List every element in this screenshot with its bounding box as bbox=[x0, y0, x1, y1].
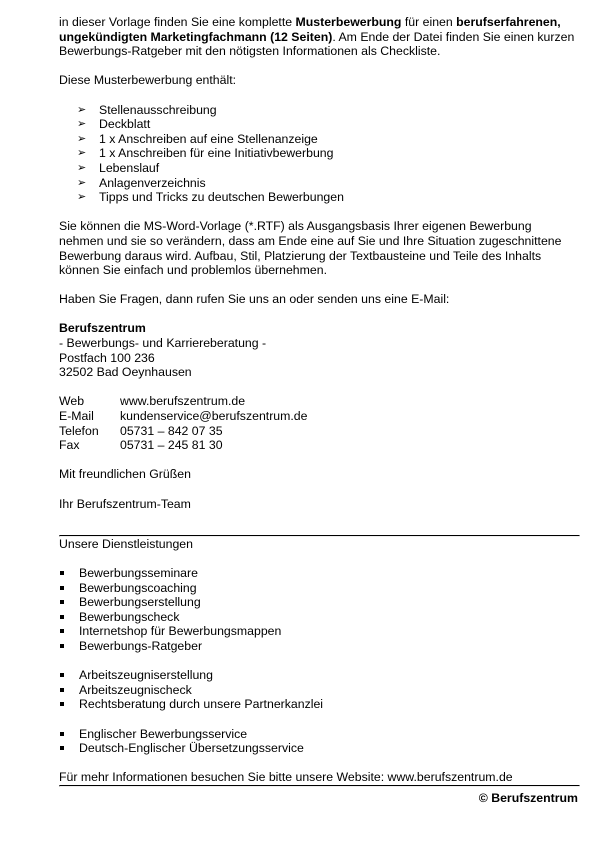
contact-label: Fax bbox=[59, 438, 80, 453]
questions-paragraph: Haben Sie Fragen, dann rufen Sie uns an oder senden uns eine E-Mail: bbox=[59, 292, 450, 307]
document-page bbox=[59, 0, 579, 805]
contact-block bbox=[59, 394, 579, 452]
fax-value: 05731 – 245 81 30 bbox=[120, 438, 223, 453]
contents-list bbox=[59, 103, 579, 205]
contact-label: Web bbox=[59, 394, 85, 409]
email-link[interactable]: kundenservice@berufszentrum.de bbox=[120, 409, 308, 424]
contact-row-email bbox=[59, 409, 579, 424]
intro-bold-2: berufserfahrenen, ungekündigten Marketingfachmann (12 Seiten) bbox=[59, 15, 561, 44]
square-bullet-icon bbox=[60, 673, 64, 677]
list-item: ➢ Anlagenverzeichnis bbox=[77, 175, 206, 190]
address-line: Postfach 100 236 bbox=[59, 350, 155, 365]
contact-row-fax bbox=[59, 438, 579, 453]
list-item: ➢ 1 x Anschreiben für eine Initiativbewerbung bbox=[77, 146, 334, 161]
square-bullet-icon bbox=[60, 702, 64, 706]
list-item: ➢ Tipps und Tricks zu deutschen Bewerbungen bbox=[77, 190, 344, 205]
services-list-3 bbox=[59, 727, 579, 756]
more-info-text: Für mehr Informationen besuchen Sie bitte unsere Website: www.berufszentrum.de bbox=[59, 770, 513, 785]
list-item: Bewerbungscheck bbox=[59, 610, 579, 625]
intro-paragraph bbox=[59, 15, 579, 59]
list-item: Arbeitszeugnischeck bbox=[59, 683, 579, 698]
intro-bold-1: Musterbewerbung bbox=[295, 15, 402, 29]
usage-paragraph: Sie können die MS-Word-Vorlage (*.RTF) als Ausgangsbasis Ihrer eigenen Bewerbung nehmen und sie so verändern, dass am Ende eine auf Sie und Ihre Situation zugeschnittene Bewerbung daraus wird. Aufbau, Stil, Platzierung der Textbausteine und Teile des Inhalts können Sie einfach und problemlos übernehmen. bbox=[59, 219, 562, 278]
list-item: Arbeitszeugniserstellung bbox=[59, 668, 579, 683]
square-bullet-icon bbox=[60, 586, 64, 590]
contact-row-phone bbox=[59, 424, 579, 439]
list-item: Bewerbungscoaching bbox=[59, 581, 579, 596]
list-item: Deutsch-Englischer Übersetzungsservice bbox=[59, 741, 579, 756]
web-link[interactable]: www.berufszentrum.de bbox=[120, 394, 246, 409]
arrow-bullet-icon: ➢ bbox=[77, 103, 87, 116]
contents-heading: Diese Musterbewerbung enthält: bbox=[59, 73, 237, 88]
list-item: Englischer Bewerbungsservice bbox=[59, 727, 579, 742]
services-heading: Unsere Dienstleistungen bbox=[59, 536, 193, 551]
square-bullet-icon bbox=[60, 571, 64, 575]
list-item: Bewerbungs-Ratgeber bbox=[59, 639, 579, 654]
list-item: Bewerbungserstellung bbox=[59, 595, 579, 610]
services-list-2 bbox=[59, 668, 579, 712]
arrow-bullet-icon: ➢ bbox=[77, 132, 87, 145]
list-item: ➢ Lebenslauf bbox=[77, 160, 160, 175]
arrow-bullet-icon: ➢ bbox=[77, 147, 87, 160]
contact-row-web bbox=[59, 394, 579, 409]
intro-text-2: für einen bbox=[401, 15, 457, 29]
contact-label: E-Mail bbox=[59, 409, 94, 424]
services-list-1 bbox=[59, 566, 579, 654]
square-bullet-icon bbox=[60, 688, 64, 692]
list-item: Bewerbungsseminare bbox=[59, 566, 579, 581]
signature-text: Ihr Berufszentrum-Team bbox=[59, 496, 191, 511]
contact-label: Telefon bbox=[59, 423, 99, 438]
list-item: Internetshop für Bewerbungsmappen bbox=[59, 624, 579, 639]
address-block bbox=[59, 321, 579, 379]
list-item: ➢ 1 x Anschreiben auf eine Stellenanzeige bbox=[77, 131, 318, 146]
list-item: Rechtsberatung durch unsere Partnerkanzlei bbox=[59, 697, 579, 712]
address-line: 32502 Bad Oeynhausen bbox=[59, 365, 192, 380]
square-bullet-icon bbox=[60, 629, 64, 633]
closing-text: Mit freundlichen Grüßen bbox=[59, 467, 191, 482]
arrow-bullet-icon: ➢ bbox=[77, 161, 87, 174]
arrow-bullet-icon: ➢ bbox=[77, 118, 87, 131]
arrow-bullet-icon: ➢ bbox=[77, 176, 87, 189]
phone-value: 05731 – 842 07 35 bbox=[120, 423, 223, 438]
address-line: - Bewerbungs- und Karriereberatung - bbox=[59, 336, 267, 351]
intro-text-3: . Am Ende der Datei finden Sie einen kurzen Bewerbungs-Ratgeber mit den nötigsten Informationen als Checkliste. bbox=[59, 29, 575, 59]
square-bullet-icon bbox=[60, 600, 64, 604]
square-bullet-icon bbox=[60, 732, 64, 736]
copyright-text: © Berufszentrum bbox=[478, 790, 578, 805]
list-item: ➢ Stellenausschreibung bbox=[77, 102, 217, 117]
square-bullet-icon bbox=[60, 746, 64, 750]
list-item: ➢ Deckblatt bbox=[77, 117, 151, 132]
footer-divider-line bbox=[59, 785, 580, 787]
arrow-bullet-icon: ➢ bbox=[77, 191, 87, 204]
intro-text-1: in dieser Vorlage finden Sie eine komplette bbox=[59, 15, 296, 29]
square-bullet-icon bbox=[60, 615, 64, 619]
square-bullet-icon bbox=[60, 644, 64, 648]
company-name: Berufszentrum bbox=[59, 321, 146, 336]
